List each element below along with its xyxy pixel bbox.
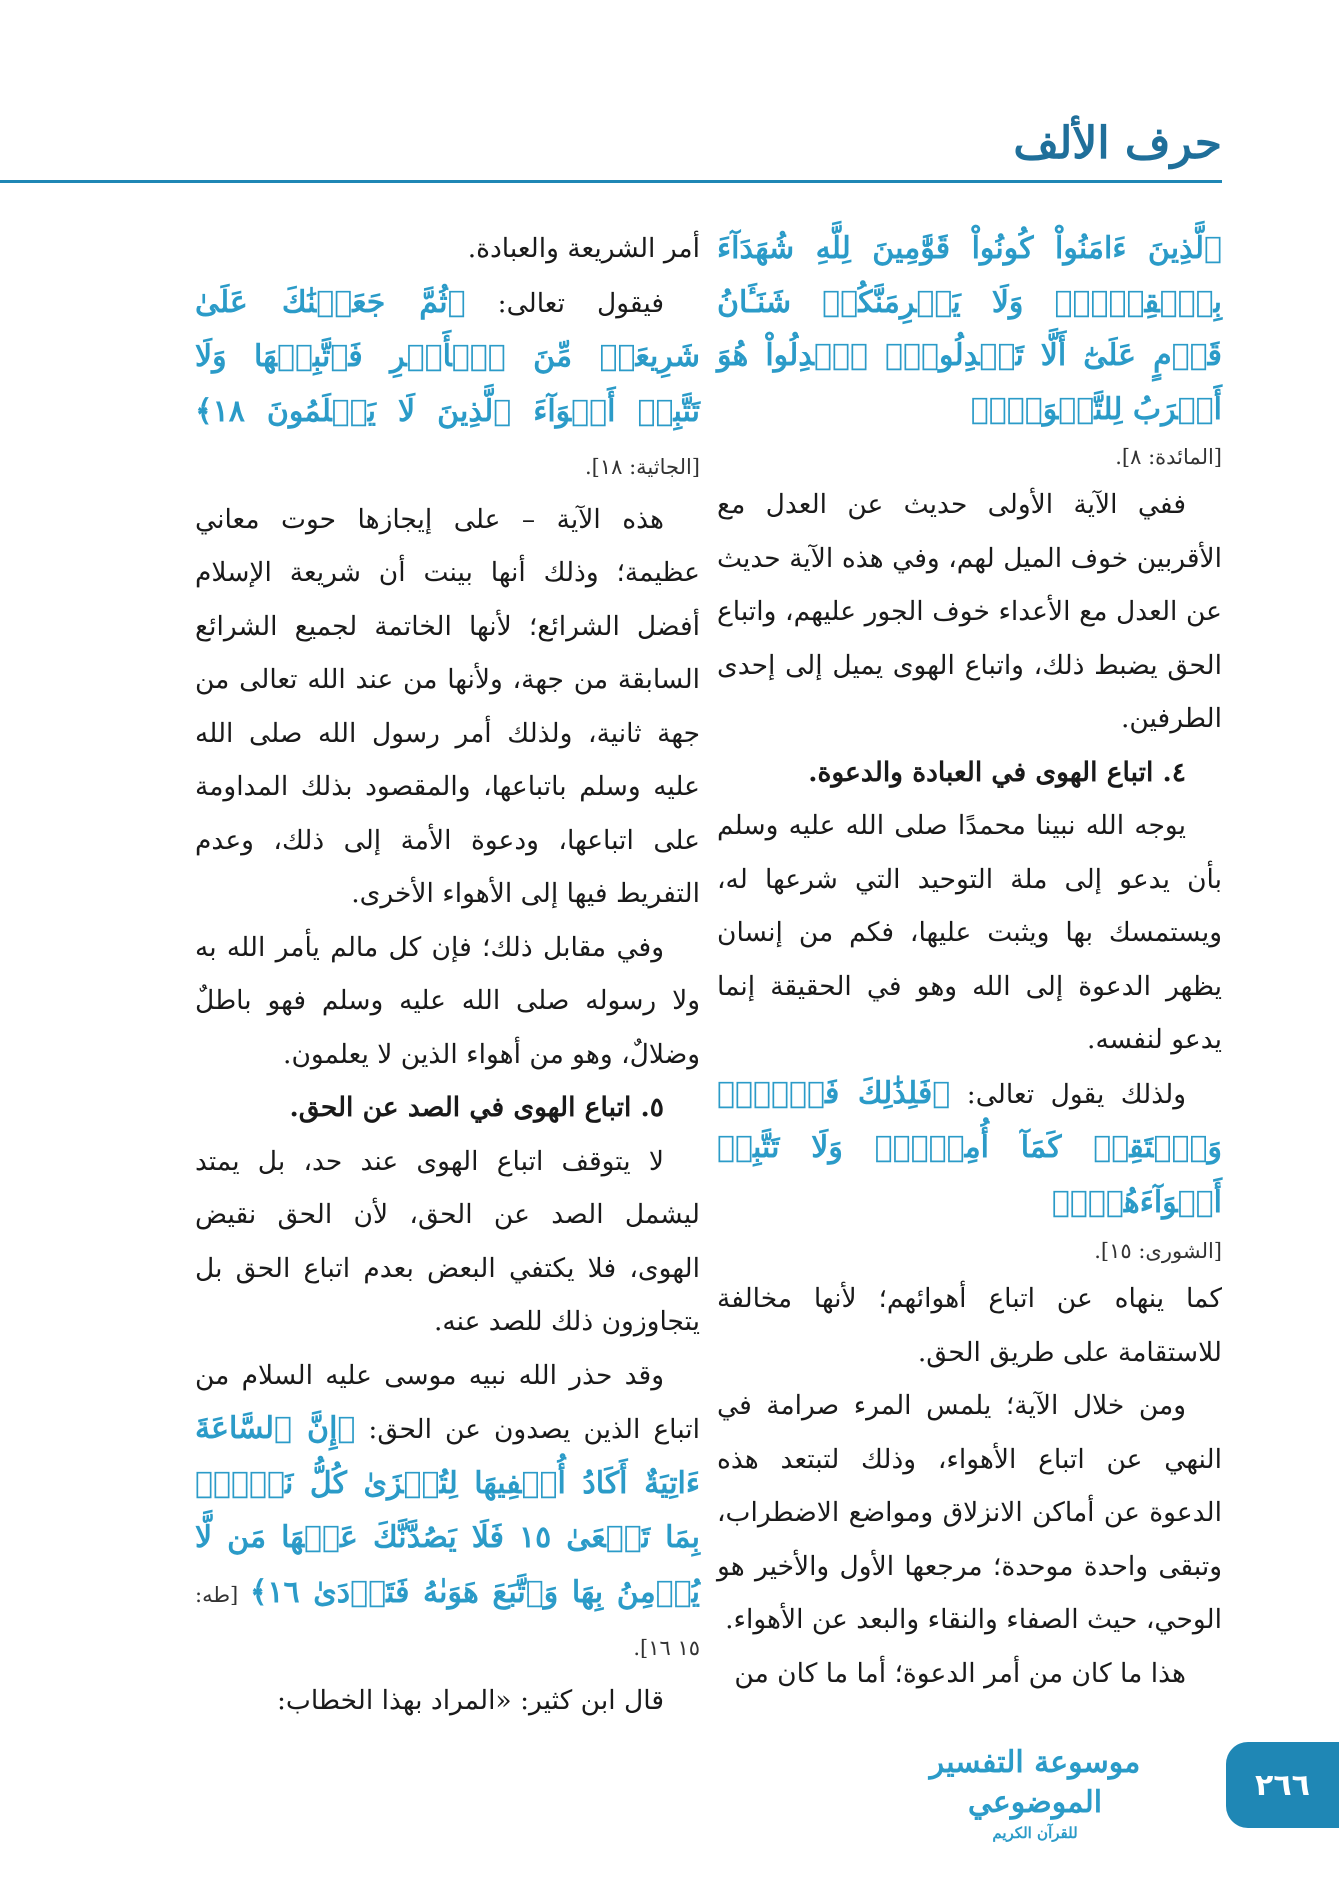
paragraph: أمر الشريعة والعبادة.: [467, 233, 700, 264]
verse-reference: [المائدة: ٨].: [1115, 445, 1222, 469]
verse-reference: [طه: ١٥ ١٦].: [195, 1582, 700, 1660]
paragraph: هذه الآية – على إيجازها حوت معاني عظيمة؛ وذلك أنها بينت أن شريعة الإسلام أفضل الشرائع؛ لأنها الخاتمة لجميع الشرائع السابقة من جهة، ولأنها من عند الله تعالى من جهة ثانية، ولذلك أمر رسول الله صلى الله عليه وسلم باتباعها، والمقصود بذلك المداومة على اتباعها، ودعوة الأمة إلى ذلك، وعدم التفريط فيها إلى الأهواء الأخرى.: [195, 503, 700, 909]
quran-verse: ﴿إِنَّ ٱلسَّاعَةَ ءَاتِيَةٌ أَكَادُ أُخۡفِيهَا لِتُجۡزَىٰ كُلُّ نَفۡسِۢ بِمَا تَسۡعَىٰ ١٥ فَلَا يَصُدَّنَّكَ عَنۡهَا مَن لَّا يُؤۡمِنُ بِهَا وَٱتَّبَعَ هَوَىٰهُ فَتَرۡدَىٰ ١٦﴾: [195, 1411, 700, 1610]
paragraph: ومن خلال الآية؛ يلمس المرء صرامة في النهي عن اتباع الأهواء، وذلك لتبتعد هذه الدعوة عن أماكن الانزلاق ومواضع الاضطراب، وتبقى واحدة موحدة؛ مرجعها الأول والأخير هو الوحي، حيث الصفاء والنقاء والبعد عن الأهواء.: [717, 1390, 1222, 1635]
page-number-badge: [1226, 1742, 1339, 1828]
logo-subtitle: للقرآن الكريم: [992, 1824, 1078, 1842]
paragraph: [195, 1349, 700, 1674]
section-heading: ٥. اتباع الهوى في الصد عن الحق.: [289, 1092, 664, 1123]
paragraph: هذا ما كان من أمر الدعوة؛ أما ما كان من: [734, 1657, 1186, 1689]
header-divider: [0, 180, 1222, 183]
left-column: [195, 222, 700, 1727]
verse-reference: [الشورى: ١٥].: [1094, 1239, 1222, 1263]
paragraph: كما ينهاه عن اتباع أهوائهم؛ لأنها مخالفة للاستقامة على طريق الحق.: [717, 1283, 1222, 1368]
paragraph: وفي مقابل ذلك؛ فإن كل مالم يأمر الله به ولا رسوله صلى الله عليه وسلم فهو باطلٌ وضلالٌ، وهو من أهواء الذين لا يعلمون.: [195, 931, 700, 1070]
paragraph-lead: وقد حذر الله نبيه موسى عليه السلام من اتباع الذين يصدون عن الحق:: [195, 1359, 700, 1445]
page-title: حرف الألف: [1013, 118, 1222, 169]
paragraph: لا يتوقف اتباع الهوى عند حد، بل يمتد ليشمل الصد عن الحق، لأن الحق نقيض الهوى، فلا يكتفي البعض بعدم اتباع الحق بل يتجاوزون ذلك للصد عنه.: [195, 1145, 700, 1337]
paragraph: يوجه الله نبينا محمدًا صلى الله عليه وسلم بأن يدعو إلى ملة التوحيد التي شرعها له، ويستمسك بها ويثبت عليها، فكم من إنسان يظهر الدعوة إلى الله وهو في الحقيقة إنما يدعو لنفسه.: [717, 810, 1222, 1055]
quran-verse: ﴿ثُمَّ جَعَلۡنَٰكَ عَلَىٰ شَرِيعَةٖ مِّنَ ٱلۡأَمۡرِ فَٱتَّبِعۡهَا وَلَا تَتَّبِعۡ أَهۡوَآءَ ٱلَّذِينَ لَا يَعۡلَمُونَ ١٨﴾: [195, 284, 700, 429]
verse-reference: [الجاثية: ١٨].: [584, 455, 700, 479]
logo-title: موسوعة التفسير الموضوعي: [929, 1745, 1141, 1820]
paragraph: [717, 1067, 1222, 1231]
paragraph-lead: ولذلك يقول تعالى:: [950, 1078, 1186, 1110]
paragraph: ففي الآية الأولى حديث عن العدل مع الأقربين خوف الميل لهم، وفي هذه الآية حديث عن العدل مع الأعداء خوف الجور عليهم، واتباع الحق يضبط ذلك، واتباع الهوى يميل إلى إحدى الطرفين.: [717, 489, 1222, 734]
encyclopedia-logo: [884, 1745, 1186, 1842]
page-number: ٢٦٦: [1255, 1767, 1310, 1803]
quran-verse: ﭐلَّذِينَ ءَامَنُواْ كُونُواْ قَوَّٰمِينَ لِلَّهِ شُهَدَآءَ بِٱلۡقِسۡطِۖ وَلَا يَجۡرِمَنَّكُمۡ شَنَـَٔانُ قَوۡمٍ عَلَىٰٓ أَلَّا تَعۡدِلُواْۚ ٱعۡدِلُواْ هُوَ أَقۡرَبُ لِلتَّقۡوَىٰۖ﴾: [717, 231, 1222, 427]
paragraph: قال ابن كثير: «المراد بهذا الخطاب:: [276, 1684, 664, 1716]
section-heading: ٤. اتباع الهوى في العبادة والدعوة.: [808, 756, 1186, 788]
paragraph-lead: فيقول تعالى:: [465, 287, 664, 319]
quran-verse: ﴿فَلِذَٰلِكَ فَٱدۡعُۖ وَٱسۡتَقِمۡ كَمَآ أُمِرۡتَۖ وَلَا تَتَّبِعۡ أَهۡوَآءَهُمۡۖ﴾: [717, 1075, 1222, 1220]
paragraph: [195, 276, 700, 493]
right-column: [717, 222, 1222, 1700]
